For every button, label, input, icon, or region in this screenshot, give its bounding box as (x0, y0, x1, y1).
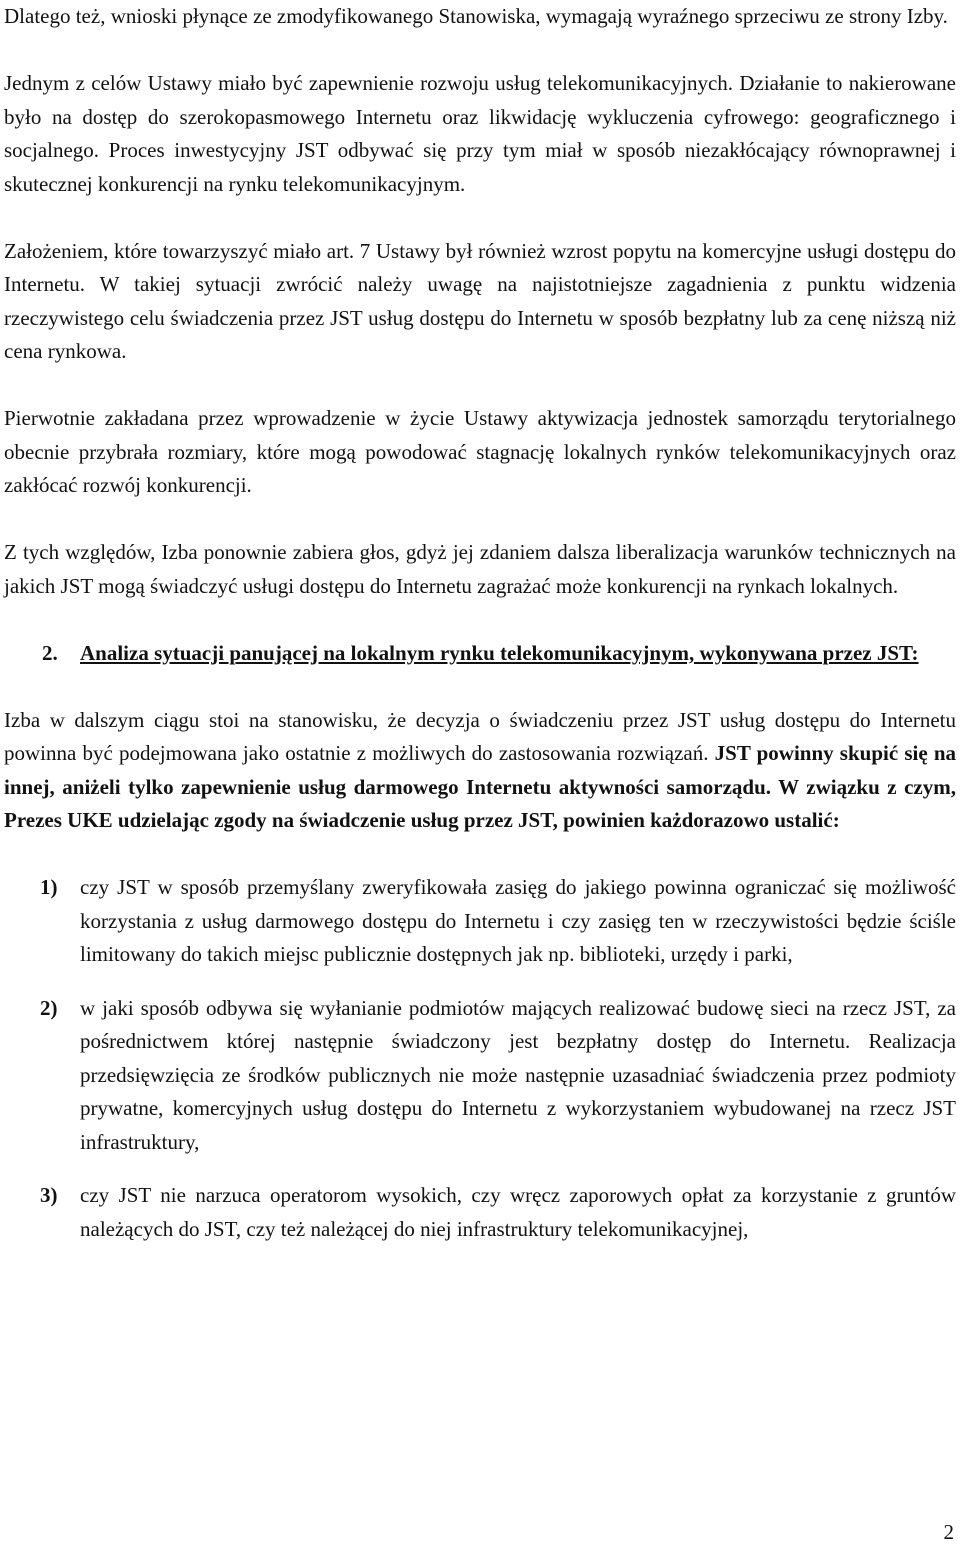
paragraph-6 (4, 704, 956, 838)
list-item-text: czy JST w sposób przemyślany zweryfikowała zasięg do jakiego powinna ograniczać się możliwość korzystania z usług darmowego dostępu do Internetu i czy zasięg ten w rzeczywistości będzie ściśle limitowany do takich miejsc publicznie dostępnych jak np. biblioteki, urzędy i parki, (80, 875, 956, 966)
document-page (4, 0, 956, 1246)
paragraph-4: Pierwotnie zakładana przez wprowadzenie w życie Ustawy aktywizacja jednostek samorządu terytorialnego obecnie przybrała rozmiary, które mogą powodować stagnację lokalnych rynków telekomunikacyjnych oraz zakłócać rozwój konkurencji. (4, 406, 956, 497)
paragraph-6-bold: JST powinny skupić się na innej, aniżeli tylko zapewnienie usług darmowego Internetu aktywności samorządu. W związku z czym, Prezes UKE udzielając zgody na świadczenie usług przez JST, powinien każdorazowo ustalić: (4, 741, 956, 832)
paragraph-3: Założeniem, które towarzyszyć miało art. 7 Ustawy był również wzrost popytu na komercyjne usługi dostępu do Internetu. W takiej sytuacji zwrócić należy uwagę na najistotniejsze zagadnienia z punktu widzenia rzeczywistego celu świadczenia przez JST usług dostępu do Internetu w sposób bezpłatny lub za cenę niższą niż cena rynkowa. (4, 238, 956, 363)
list-item (4, 871, 956, 972)
list-item-number: 2) (40, 995, 58, 1020)
paragraph-5: Z tych względów, Izba ponownie zabiera głos, gdyż jej zdaniem dalsza liberalizacja warunków technicznych na jakich JST mogą świadczyć usługi dostępu do Internetu zagrażać może konkurencji na rynkach lokalnych. (4, 540, 956, 598)
page-number: 2 (943, 1520, 954, 1544)
list-item-text: w jaki sposób odbywa się wyłanianie podmiotów mających realizować budowę sieci na rzecz JST, za pośrednictwem której następnie świadczony jest bezpłatny dostęp do Internetu. Realizacja przedsięwzięcia ze środków publicznych nie może następnie uzasadniać świadczenia przez podmioty prywatne, komercyjnych usług dostępu do Internetu z wykorzystaniem wybudowanej na rzecz JST infrastruktury, (80, 995, 956, 1154)
paragraph-1: Dlatego też, wnioski płynące ze zmodyfikowanego Stanowiska, wymagają wyraźnego sprzeciwu ze strony Izby. (4, 4, 948, 28)
list-item-number: 1) (40, 875, 58, 899)
list-item (4, 992, 956, 1160)
section-title: Analiza sytuacji panującej na lokalnym rynku telekomunikacyjnym, wykonywana przez JST: (80, 640, 919, 665)
paragraph-6-normal: Izba w dalszym ciągu stoi na stanowisku, że decyzja o świadczeniu przez JST usług dostępu do Internetu powinna być podejmowana jako ostatnie z możliwych do zastosowania rozwiązań. (4, 707, 956, 765)
section-heading (4, 637, 956, 671)
list-item-number: 3) (40, 1183, 58, 1207)
section-number: 2. (42, 640, 58, 665)
list-item-text: czy JST nie narzuca operatorom wysokich, czy wręcz zaporowych opłat za korzystanie z gruntów należących do JST, czy też należącej do niej infrastruktury telekomunikacyjnej, (80, 1183, 956, 1241)
list-item (4, 1179, 956, 1246)
paragraph-2: Jednym z celów Ustawy miało być zapewnienie rozwoju usług telekomunikacyjnych. Działanie to nakierowane było na dostęp do szerokopasmowego Internetu oraz likwidację wykluczenia cyfrowego: geograficznego i socjalnego. Proces inwestycyjny JST odbywać się przy tym miał w sposób niezakłócający równoprawnej i skutecznej konkurencji na rynku telekomunikacyjnym. (4, 71, 956, 196)
